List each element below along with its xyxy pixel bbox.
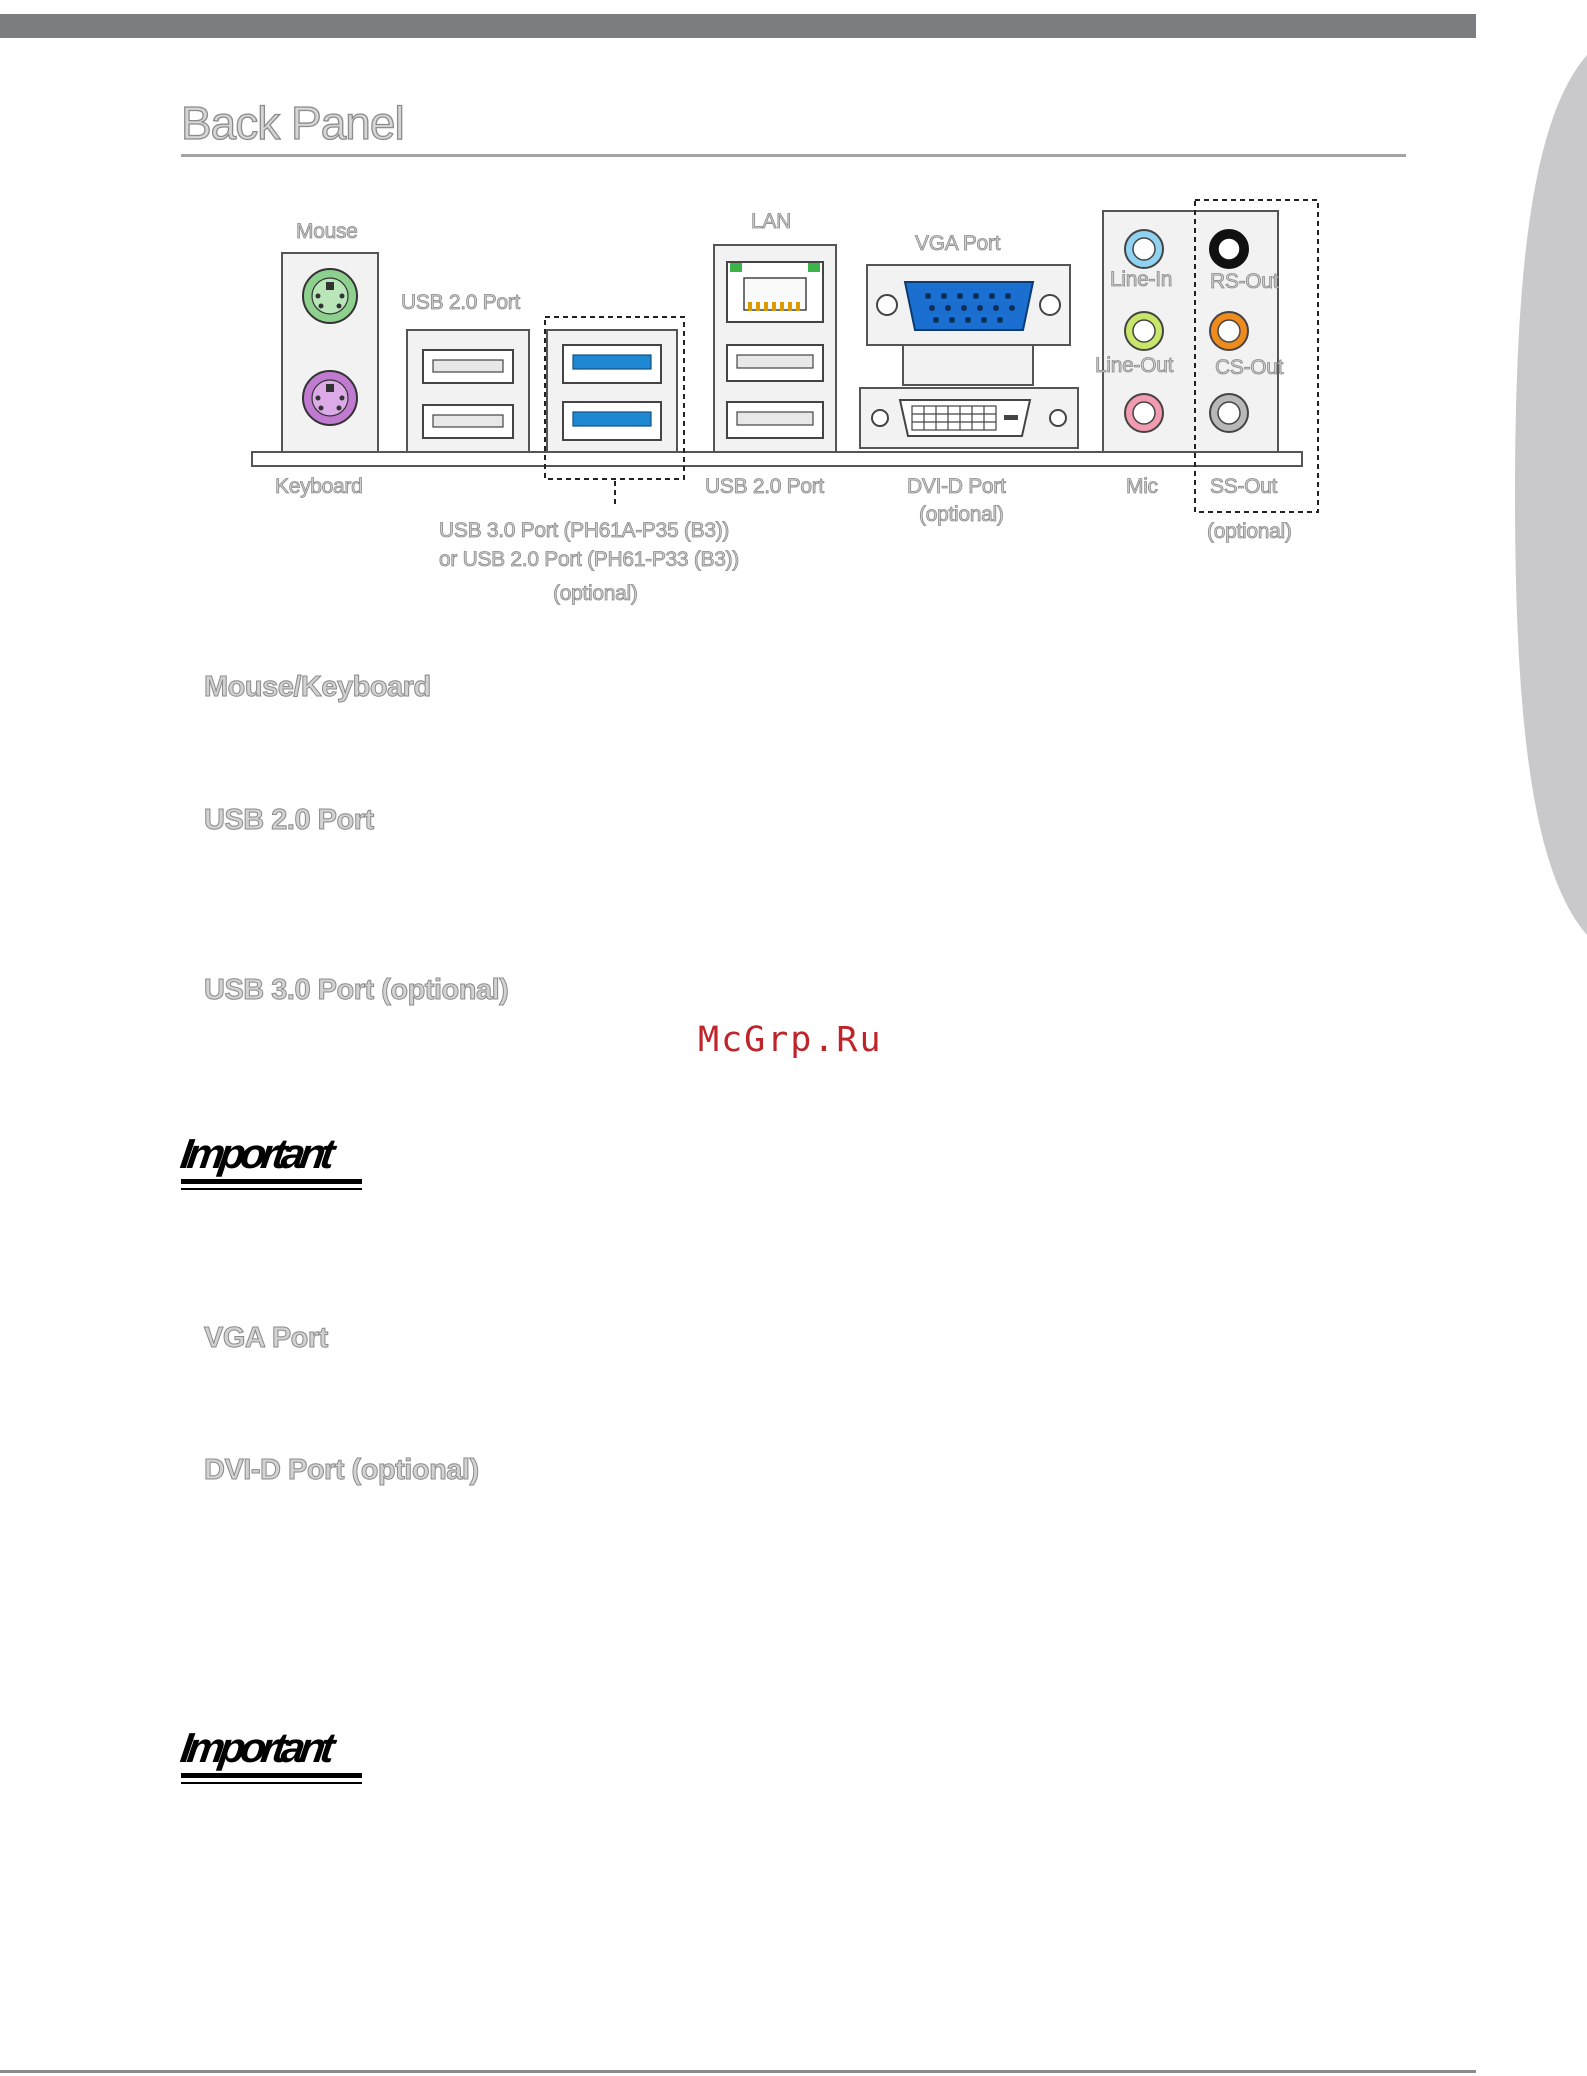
label-usb30-line1: USB 3.0 Port (PH61A-P35 (B3)) xyxy=(439,519,730,542)
label-lan: LAN xyxy=(751,210,791,233)
label-usb30-line3: (optional) xyxy=(553,582,638,605)
important-label: Important xyxy=(177,1130,334,1177)
label-line-in: Line-In xyxy=(1110,268,1173,291)
panel-baseline xyxy=(252,452,1302,466)
page-title: Back Panel xyxy=(181,97,404,149)
label-rs-out: RS-Out xyxy=(1210,270,1279,293)
important-notice-1 xyxy=(177,1130,362,1190)
heading-dvi: DVI-D Port (optional) xyxy=(204,1454,479,1486)
heading-mouse-keyboard: Mouse/Keyboard xyxy=(204,671,431,703)
ps2-block xyxy=(282,253,378,452)
label-vga: VGA Port xyxy=(915,232,1001,255)
important-label: Important xyxy=(177,1724,334,1771)
label-audio-optional: (optional) xyxy=(1207,520,1292,543)
label-mouse: Mouse xyxy=(296,220,358,243)
label-usb30-line2: or USB 2.0 Port (PH61-P33 (B3)) xyxy=(439,548,739,571)
footer-rule xyxy=(0,2070,1476,2073)
heading-usb30: USB 3.0 Port (optional) xyxy=(204,974,509,1006)
label-usb20-top: USB 2.0 Port xyxy=(401,291,520,314)
label-keyboard: Keyboard xyxy=(275,475,363,498)
ps2-mouse-port xyxy=(303,269,357,323)
vga-dvi-block xyxy=(860,265,1078,448)
heading-usb20: USB 2.0 Port xyxy=(204,804,374,836)
usb20-left-block xyxy=(407,330,529,452)
ps2-keyboard-port xyxy=(303,371,357,425)
label-line-out: Line-Out xyxy=(1095,354,1174,377)
label-dvi-line1: DVI-D Port xyxy=(907,475,1006,498)
label-ss-out: SS-Out xyxy=(1210,475,1278,498)
label-mic: Mic xyxy=(1126,475,1158,498)
important-notice-2 xyxy=(177,1724,362,1784)
watermark: McGrp.Ru xyxy=(698,1020,883,1060)
label-dvi-line2: (optional) xyxy=(919,503,1004,526)
label-usb20-bottom: USB 2.0 Port xyxy=(705,475,824,498)
label-cs-out: CS-Out xyxy=(1215,356,1284,379)
lan-usb-block xyxy=(714,245,836,452)
back-panel-diagram xyxy=(0,0,1587,640)
usb30-block xyxy=(545,317,684,505)
heading-vga: VGA Port xyxy=(204,1322,328,1354)
